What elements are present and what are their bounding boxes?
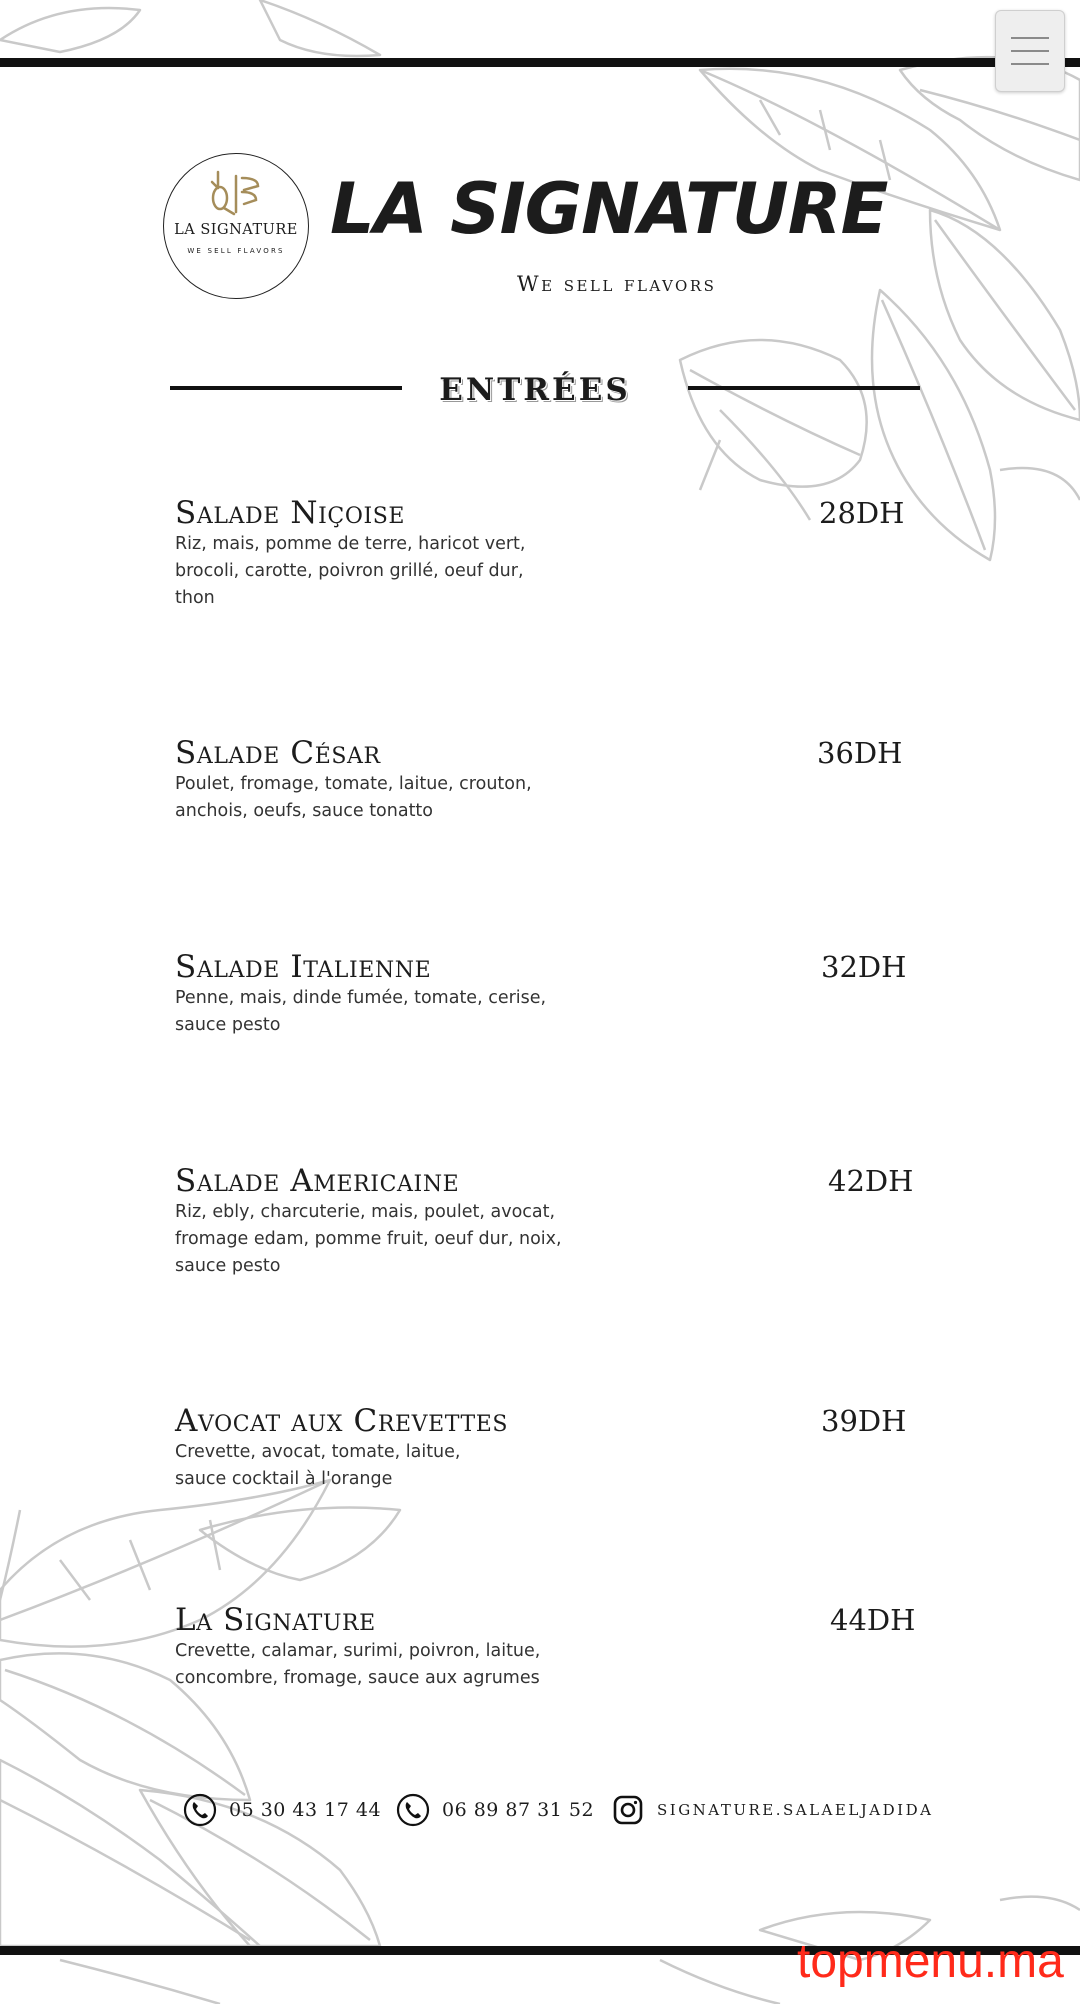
menu-item-price: 39DH bbox=[821, 1404, 907, 1438]
logo bbox=[163, 153, 309, 299]
logo-utensils-icon bbox=[204, 168, 268, 218]
menu-item bbox=[175, 735, 925, 825]
menu-item-name: Salade César bbox=[175, 735, 381, 771]
phone-icon bbox=[183, 1793, 217, 1827]
menu-item-name: Salade Niçoise bbox=[175, 495, 406, 531]
phone-icon bbox=[396, 1793, 430, 1827]
menu-item-price: 28DH bbox=[819, 496, 905, 530]
phone-number: 06 89 87 31 52 bbox=[442, 1799, 595, 1821]
logo-name: LA SIGNATURE bbox=[174, 222, 298, 238]
hamburger-line bbox=[1011, 37, 1049, 39]
menu-item-name: Salade Italienne bbox=[175, 949, 432, 985]
menu-item-description: Crevette, calamar, surimi, poivron, laitue, concombre, fromage, sauce aux agrumes bbox=[175, 1641, 541, 1688]
menu-item-price: 44DH bbox=[830, 1603, 916, 1637]
menu-item-description: Poulet, fromage, tomate, laitue, crouton, anchois, oeufs, sauce tonatto bbox=[175, 774, 532, 821]
hamburger-line bbox=[1011, 63, 1049, 65]
section-rule-right bbox=[688, 386, 920, 390]
instagram-handle: SIGNATURE.SALAELJADIDA bbox=[657, 1801, 934, 1819]
phone-number: 05 30 43 17 44 bbox=[229, 1799, 382, 1821]
contact-phone-2[interactable] bbox=[396, 1793, 594, 1827]
menu-item-name: La Signature bbox=[175, 1602, 376, 1638]
restaurant-tagline: We sell flavors bbox=[517, 272, 717, 296]
menu-item bbox=[175, 1602, 925, 1692]
instagram-icon bbox=[611, 1793, 645, 1827]
menu-item bbox=[175, 1403, 925, 1493]
menu-item-description: Crevette, avocat, tomate, laitue, sauce cocktail à l'orange bbox=[175, 1442, 461, 1489]
restaurant-title: LA SIGNATURE bbox=[330, 168, 888, 250]
menu-item-description: Riz, ebly, charcuterie, mais, poulet, avocat, fromage edam, pomme fruit, oeuf dur, noix, sauce pesto bbox=[175, 1202, 562, 1276]
top-border bbox=[0, 58, 1080, 67]
menu-item-price: 42DH bbox=[828, 1164, 914, 1198]
logo-tagline: WE SELL FLAVORS bbox=[187, 247, 285, 255]
menu-item bbox=[175, 949, 925, 1039]
menu-item bbox=[175, 495, 925, 612]
hamburger-line bbox=[1011, 50, 1049, 52]
menu-item bbox=[175, 1163, 925, 1280]
contact-instagram[interactable] bbox=[611, 1793, 933, 1827]
menu-item-description: Penne, mais, dinde fumée, tomate, cerise, sauce pesto bbox=[175, 988, 547, 1035]
contact-phone-1[interactable] bbox=[183, 1793, 381, 1827]
menu-item-description: Riz, mais, pomme de terre, haricot vert, brocoli, carotte, poivron grillé, oeuf dur, thon bbox=[175, 534, 526, 608]
menu-item-name: Avocat aux Crevettes bbox=[175, 1403, 509, 1439]
section-title: ENTRÉES bbox=[439, 372, 631, 408]
hamburger-menu-button[interactable] bbox=[995, 10, 1065, 92]
watermark: topmenu.ma bbox=[797, 1935, 1064, 1988]
menu-item-name: Salade Americaine bbox=[175, 1163, 460, 1199]
menu-item-price: 36DH bbox=[817, 736, 903, 770]
menu-item-price: 32DH bbox=[821, 950, 907, 984]
